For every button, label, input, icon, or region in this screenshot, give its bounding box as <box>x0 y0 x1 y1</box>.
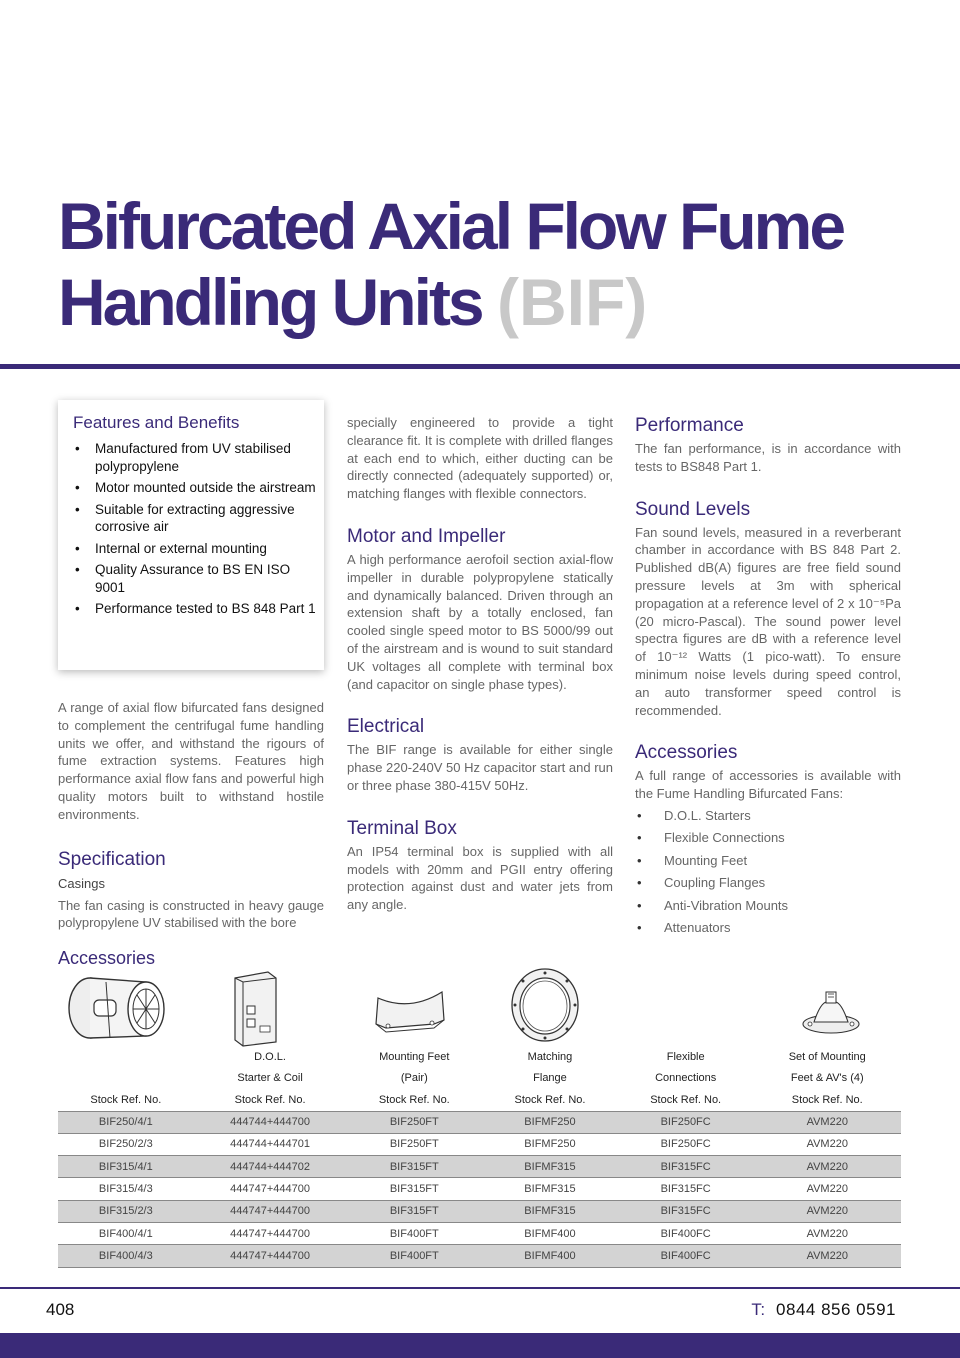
table-header-cell: Starter & Coil <box>237 1072 303 1085</box>
features-list <box>73 440 317 622</box>
motor-text: A high performance aerofoil section axial-flow impeller in durable polypropylene statically and dynamically balanced. Driven through an extension shaft by a totally enclosed, fan cooled single speed motor to BS 5000/99 out of the airstream and is wound to suit standard UK voltages all complete with terminal box (and capacitor on single phase types). <box>347 551 613 692</box>
table-cell: AVM220 <box>754 1200 901 1222</box>
table-header-cell: Stock Ref. No. <box>58 1089 194 1111</box>
table-cell: BIFMF400 <box>482 1245 618 1267</box>
table-cell: BIF250FT <box>346 1133 482 1155</box>
table-cell: BIF400/4/3 <box>58 1245 194 1267</box>
feature-item: • Motor mounted outside the airstream <box>73 479 317 497</box>
table-cell: AVM220 <box>754 1245 901 1267</box>
table-cell: 444747+444700 <box>194 1222 347 1244</box>
column-3 <box>635 414 901 941</box>
accessories-intro: A full range of accessories is available with the Fume Handling Bifurcated Fans: <box>635 768 901 802</box>
table-row <box>58 1245 901 1267</box>
table-row <box>58 1200 901 1222</box>
title-line-2: Handling Units <box>58 265 482 339</box>
accessory-item: • Attenuators <box>635 919 901 936</box>
table-cell: AVM220 <box>754 1111 901 1133</box>
table-cell: BIFMF315 <box>482 1156 618 1178</box>
terminal-box-heading: Terminal Box <box>347 817 457 839</box>
table-header-cell: Mounting Feet <box>379 1050 450 1063</box>
motor-heading: Motor and Impeller <box>347 525 506 547</box>
stock-table-body <box>58 1111 901 1267</box>
stock-table-header <box>58 1046 901 1111</box>
table-header-cell: (Pair) <box>400 1072 428 1085</box>
table-header-row <box>58 1089 901 1111</box>
table-cell: BIF250FC <box>618 1111 754 1133</box>
specification-heading: Specification <box>58 848 166 870</box>
matching-flange-image <box>508 965 582 1045</box>
table-cell: BIFMF250 <box>482 1133 618 1155</box>
column-2 <box>347 414 613 914</box>
feature-item: • Manufactured from UV stabilised polypropylene <box>73 440 317 475</box>
features-heading: Features and Benefits <box>73 413 240 432</box>
table-cell: BIF315FT <box>346 1200 482 1222</box>
sound-levels-text: Fan sound levels, measured in a reverberant chamber in accordance with BS 848 Part 2. Published dB(A) figures are free field sound pressure levels at 3m with spherical propagation at a reference level of 2 x 10⁻⁵Pa (20 micro-Pascal). The sound power level spectra figures are dB with a reference level of 10⁻¹² Watts (1 pico-watt). To ensure minimum noise levels during speed control, an auto transformer speed control is recommended. <box>635 524 901 718</box>
dol-starter-image <box>230 968 280 1048</box>
table-header-cell: Connections <box>655 1072 717 1085</box>
table-cell: AVM220 <box>754 1178 901 1200</box>
footer-divider <box>0 1287 960 1289</box>
table-row <box>58 1156 901 1178</box>
phone-label: T: <box>751 1300 766 1319</box>
table-cell: BIF250FC <box>618 1133 754 1155</box>
title-abbreviation: (BIF) <box>497 265 648 339</box>
table-header-cell: Stock Ref. No. <box>194 1089 347 1111</box>
accessories-heading-col: Accessories <box>635 742 738 764</box>
table-header-cell: Stock Ref. No. <box>618 1089 754 1111</box>
table-header-row <box>58 1068 901 1090</box>
table-row <box>58 1222 901 1244</box>
table-cell: 444744+444700 <box>194 1111 347 1133</box>
page-number: 408 <box>46 1300 75 1319</box>
table-row <box>58 1178 901 1200</box>
table-cell: BIF315/4/1 <box>58 1156 194 1178</box>
table-cell: BIF250/4/1 <box>58 1111 194 1133</box>
phone-value: 0844 856 0591 <box>776 1300 896 1319</box>
page-title <box>58 188 843 340</box>
table-header-cell: Feet & AV's (4) <box>790 1072 864 1085</box>
table-row <box>58 1111 901 1133</box>
intro-text: A range of axial flow bifurcated fans designed to complement the centrifugal fume handling units we offer, and withstand the rigours of fume extraction systems. Features high performance axial flow fans and powerful high quality motors built to withstand hostile environments. <box>58 700 324 822</box>
footer-band <box>0 1333 960 1358</box>
electrical-text: The BIF range is available for either single phase 220-240V 50 Hz capacitor start and run or three phase 380-415V 50Hz. <box>347 742 613 793</box>
casings-text-continued: specially engineered to provide a tight clearance fit. It is complete with drilled flanges at each end to which, either ducting can be directly connected (adequately supported) or, matching flanges with flexible connectors. <box>347 415 613 502</box>
accessory-item: • Coupling Flanges <box>635 874 901 891</box>
table-cell: BIFMF250 <box>482 1111 618 1133</box>
table-cell: BIF400FT <box>346 1245 482 1267</box>
table-cell: BIF315FT <box>346 1178 482 1200</box>
accessory-item: • Flexible Connections <box>635 829 901 846</box>
stock-reference-table <box>58 1046 901 1268</box>
table-cell: 444744+444701 <box>194 1133 347 1155</box>
fan-unit-image <box>66 970 172 1048</box>
table-row <box>58 1133 901 1155</box>
table-cell: 444744+444702 <box>194 1156 347 1178</box>
table-cell: BIF250/2/3 <box>58 1133 194 1155</box>
table-cell: BIF400FT <box>346 1222 482 1244</box>
feature-item: • Suitable for extracting aggressive corrosive air <box>73 501 317 536</box>
table-cell: BIF315/2/3 <box>58 1200 194 1222</box>
table-cell: 444747+444700 <box>194 1200 347 1222</box>
title-line-1: Bifurcated Axial Flow Fume <box>58 189 844 263</box>
table-cell: BIF315FC <box>618 1178 754 1200</box>
table-cell: BIF315FT <box>346 1156 482 1178</box>
casings-text: The fan casing is constructed in heavy gauge polypropylene UV stabilised with the bore <box>58 897 324 931</box>
table-header-row <box>58 1046 901 1068</box>
accessories-table-heading: Accessories <box>58 948 156 968</box>
table-cell: AVM220 <box>754 1222 901 1244</box>
table-cell: BIF315/4/3 <box>58 1178 194 1200</box>
table-cell: BIFMF315 <box>482 1200 618 1222</box>
terminal-box-text: An IP54 terminal box is supplied with all models with 20mm and PGII entry offering protection against dust and water jets from any angle. <box>347 843 613 913</box>
table-header-cell: Matching <box>527 1050 573 1063</box>
table-header-cell: Set of Mounting <box>788 1050 866 1063</box>
table-cell: BIF400FC <box>618 1245 754 1267</box>
table-cell: 444747+444700 <box>194 1178 347 1200</box>
table-cell: BIF400FC <box>618 1222 754 1244</box>
feature-item: • Internal or external mounting <box>73 540 317 558</box>
table-cell: BIF315FC <box>618 1156 754 1178</box>
table-cell: BIF400/4/1 <box>58 1222 194 1244</box>
performance-text: The fan performance, is in accordance with tests to BS848 Part 1. <box>635 441 901 474</box>
features-box <box>58 400 324 670</box>
table-cell: BIFMF315 <box>482 1178 618 1200</box>
sound-levels-heading: Sound Levels <box>635 498 751 520</box>
accessories-list <box>635 807 901 936</box>
table-cell: BIF250FT <box>346 1111 482 1133</box>
table-header-cell: Stock Ref. No. <box>754 1089 901 1111</box>
table-header-cell: Stock Ref. No. <box>346 1089 482 1111</box>
table-header-cell: Flexible <box>666 1050 705 1063</box>
phone-number <box>751 1300 896 1320</box>
table-header-cell <box>58 1046 194 1068</box>
table-header-cell: Flange <box>533 1072 567 1085</box>
casings-subheading: Casings <box>58 875 105 891</box>
title-divider <box>0 364 960 369</box>
table-header-cell: D.O.L. <box>254 1050 286 1063</box>
mounting-feet-image <box>372 988 448 1036</box>
column-1 <box>58 699 324 932</box>
table-cell: AVM220 <box>754 1156 901 1178</box>
feature-item: • Performance tested to BS 848 Part 1 <box>73 600 317 618</box>
accessory-item: • Anti-Vibration Mounts <box>635 897 901 914</box>
performance-heading: Performance <box>635 415 744 436</box>
table-header-cell <box>58 1068 194 1090</box>
accessory-item: • Mounting Feet <box>635 852 901 869</box>
anti-vibration-mount-image <box>800 988 862 1036</box>
table-cell: BIFMF400 <box>482 1222 618 1244</box>
table-cell: BIF315FC <box>618 1200 754 1222</box>
electrical-heading: Electrical <box>347 716 425 738</box>
table-cell: AVM220 <box>754 1133 901 1155</box>
table-header-cell: Stock Ref. No. <box>482 1089 618 1111</box>
table-cell: 444747+444700 <box>194 1245 347 1267</box>
accessory-item: • D.O.L. Starters <box>635 807 901 824</box>
feature-item: • Quality Assurance to BS EN ISO 9001 <box>73 561 317 596</box>
